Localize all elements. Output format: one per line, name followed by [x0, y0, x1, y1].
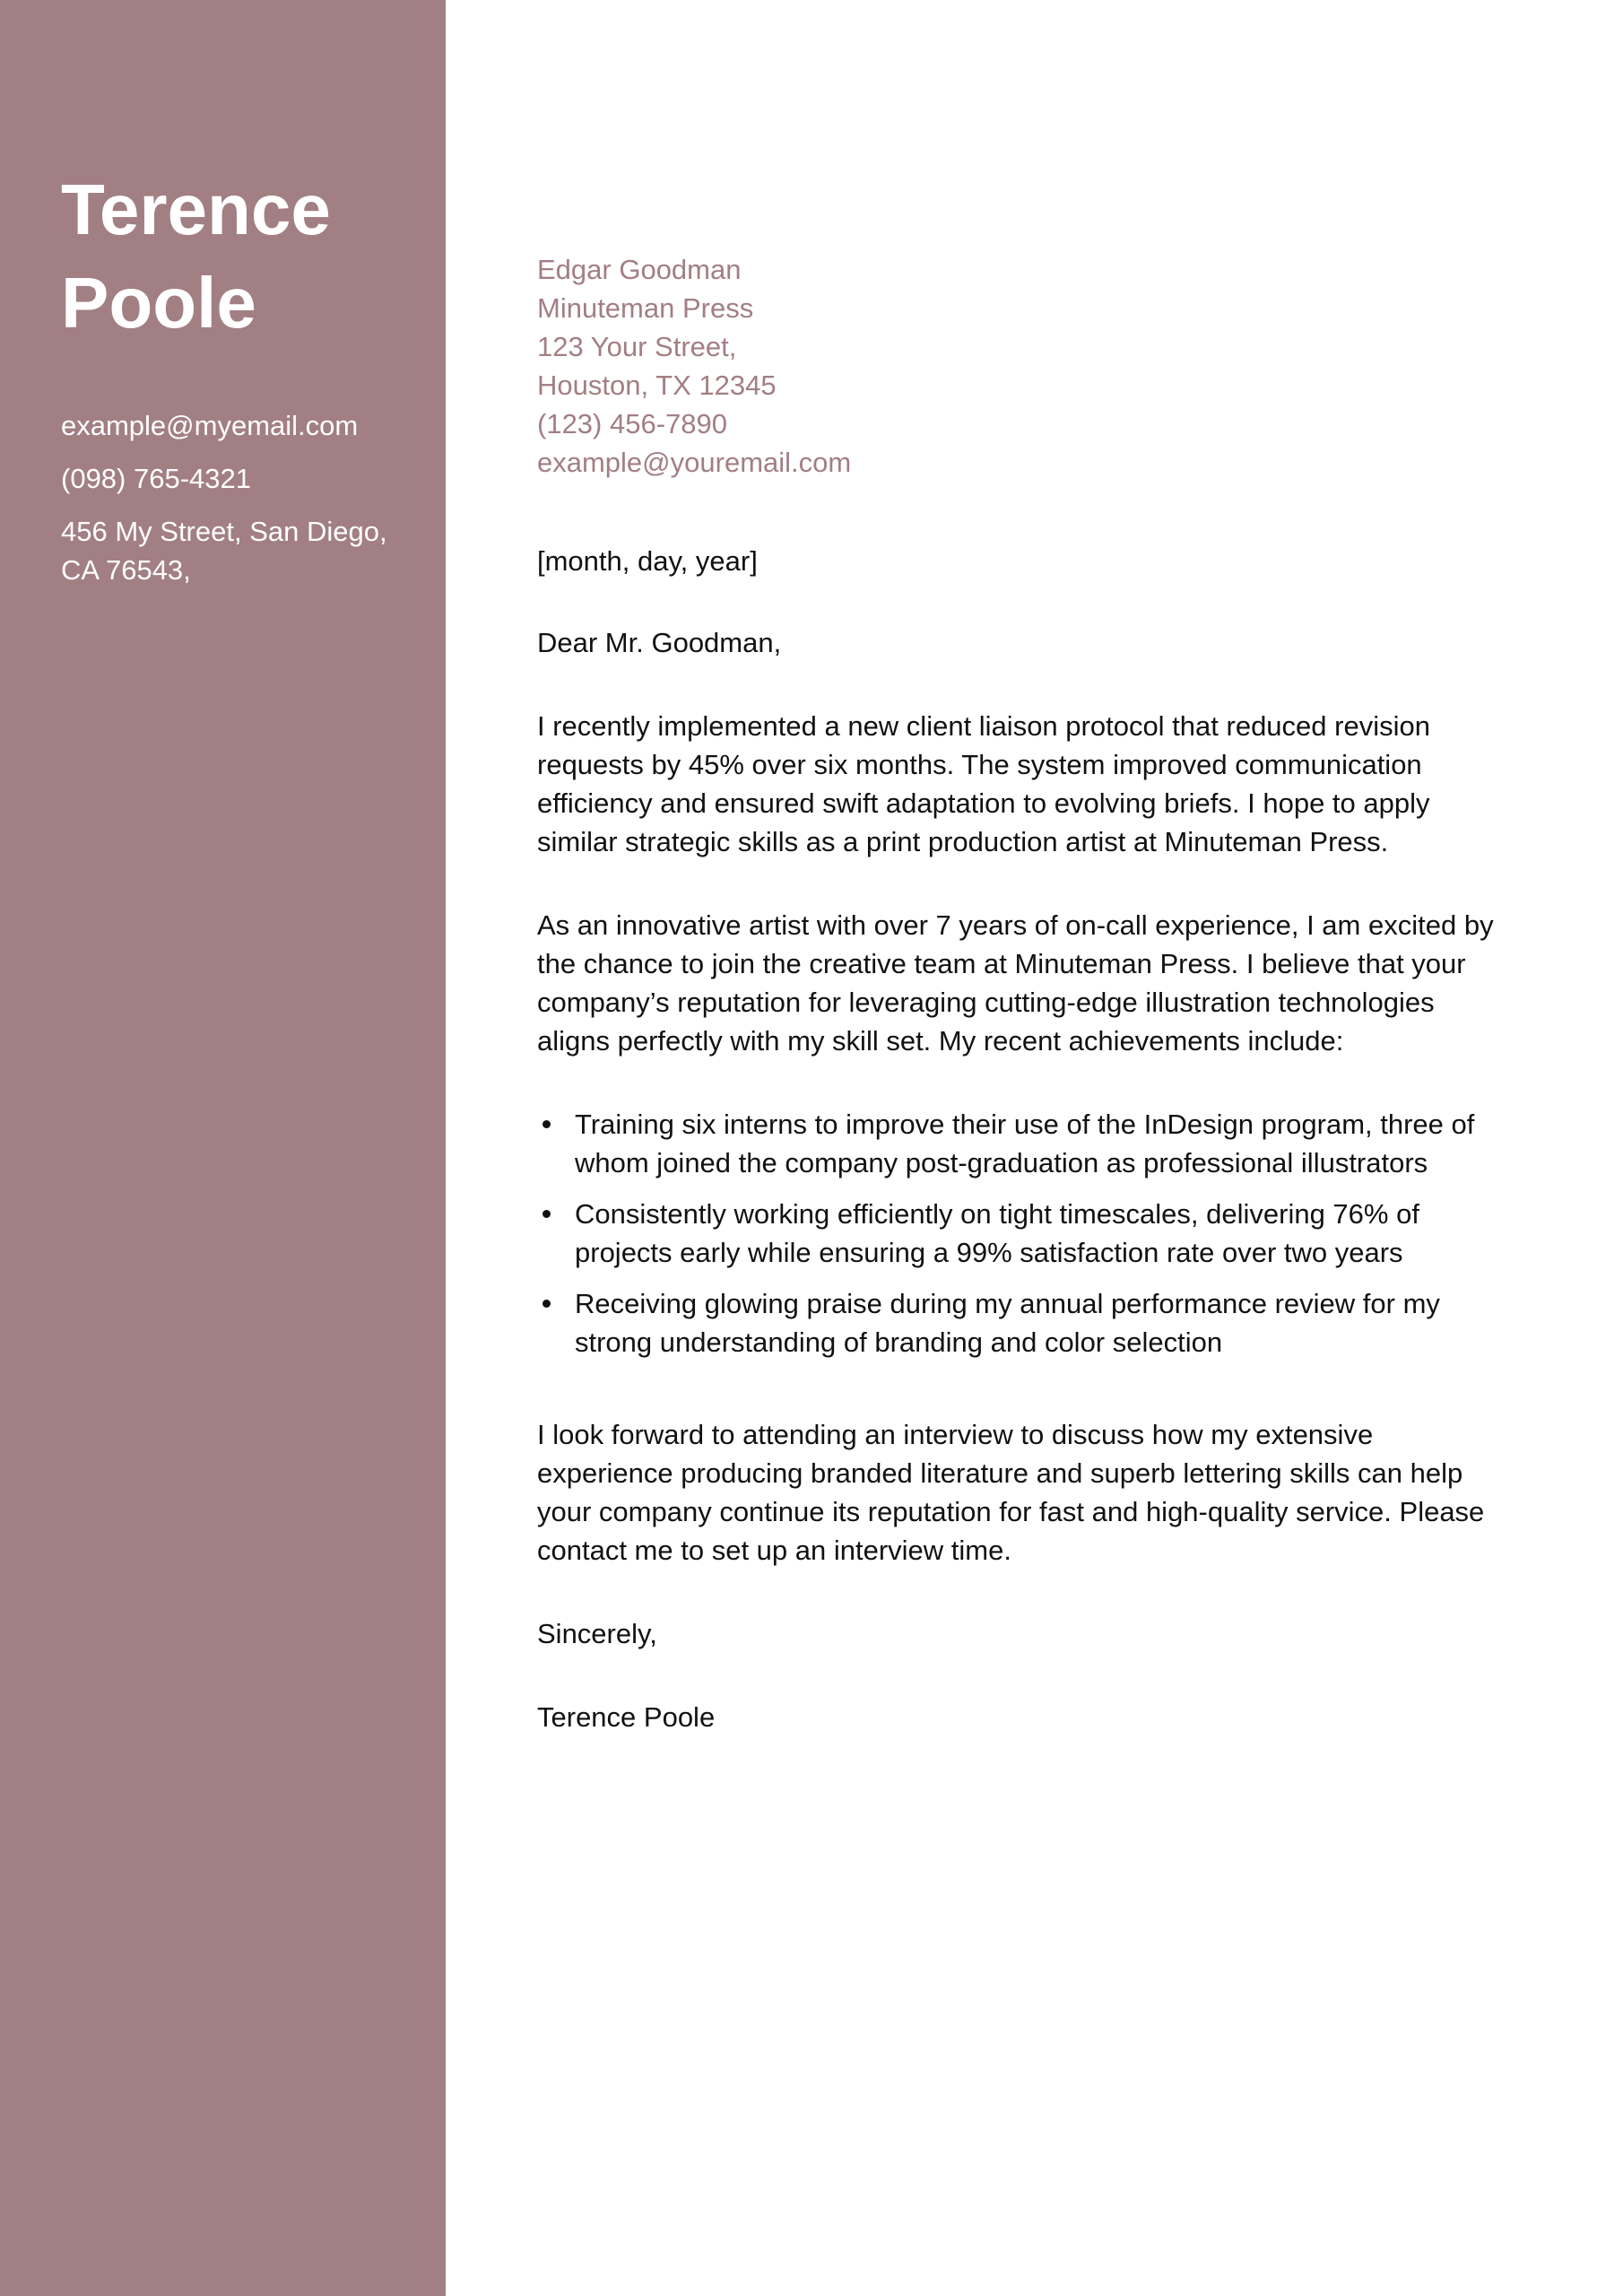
- recipient-name: Edgar Goodman: [537, 254, 742, 285]
- recipient-street: 123 Your Street,: [537, 331, 737, 362]
- achievement-text: Receiving glowing praise during my annual performance review for my strong understanding of branding and color selection: [575, 1288, 1440, 1358]
- recipient-city: Houston, TX 12345: [537, 370, 777, 401]
- letter-date: [month, day, year]: [537, 545, 758, 577]
- letter-greeting: Dear Mr. Goodman,: [537, 627, 782, 658]
- sidebar: [0, 0, 446, 2296]
- letter-body: [537, 250, 1515, 1736]
- sender-address-line1: 456 My Street, San Diego,: [61, 516, 387, 547]
- bullet-icon: [542, 1210, 551, 1218]
- achievement-item: [575, 1105, 1515, 1182]
- sender-address: [61, 512, 420, 589]
- bullet-icon: [542, 1300, 551, 1308]
- sender-email: example@myemail.com: [61, 410, 359, 441]
- bullet-icon: [542, 1120, 551, 1128]
- achievements-list: [537, 1105, 1515, 1361]
- sender-first-name: Terence: [61, 170, 331, 249]
- letter-paragraph-2: As an innovative artist with over 7 years of on-call experience, I am excited by the chance to join the creative team at Minuteman Press. I believe that your company’s reputation for leveraging cutting-edge illustration technologies aligns perfectly with my skill set. My recent achievements include:: [537, 909, 1494, 1057]
- sender-name: [61, 163, 420, 350]
- achievement-text: Consistently working efficiently on tight timescales, delivering 76% of projects early while ensuring a 99% satisfaction rate over two years: [575, 1198, 1419, 1268]
- recipient-block: [537, 250, 1515, 482]
- sender-contact: [61, 406, 420, 604]
- recipient-company: Minuteman Press: [537, 292, 754, 324]
- recipient-phone: (123) 456-7890: [537, 408, 727, 439]
- sender-last-name: Poole: [61, 263, 256, 343]
- letter-signature: Terence Poole: [537, 1701, 716, 1733]
- achievement-item: [575, 1284, 1515, 1361]
- letter-paragraph-3: I look forward to attending an interview to discuss how my extensive experience producing branded literature and superb lettering skills can help your company continue its reputation for fast and high-quality service. Please contact me to set up an interview time.: [537, 1419, 1485, 1566]
- letter-signoff: Sincerely,: [537, 1618, 657, 1649]
- recipient-email: example@youremail.com: [537, 447, 852, 478]
- sender-address-line2: CA 76543,: [61, 554, 191, 586]
- sender-phone: (098) 765-4321: [61, 463, 251, 494]
- letter-paragraph-1: I recently implemented a new client liaison protocol that reduced revision requests by 45% over six months. The system improved communication efficiency and ensured swift adaptation to evolving briefs. I hope to apply similar strategic skills as a print production artist at Minuteman Press.: [537, 710, 1430, 857]
- achievement-text: Training six interns to improve their use of the InDesign program, three of whom joined the company post-graduation as professional illustrators: [575, 1109, 1475, 1178]
- achievement-item: [575, 1195, 1515, 1272]
